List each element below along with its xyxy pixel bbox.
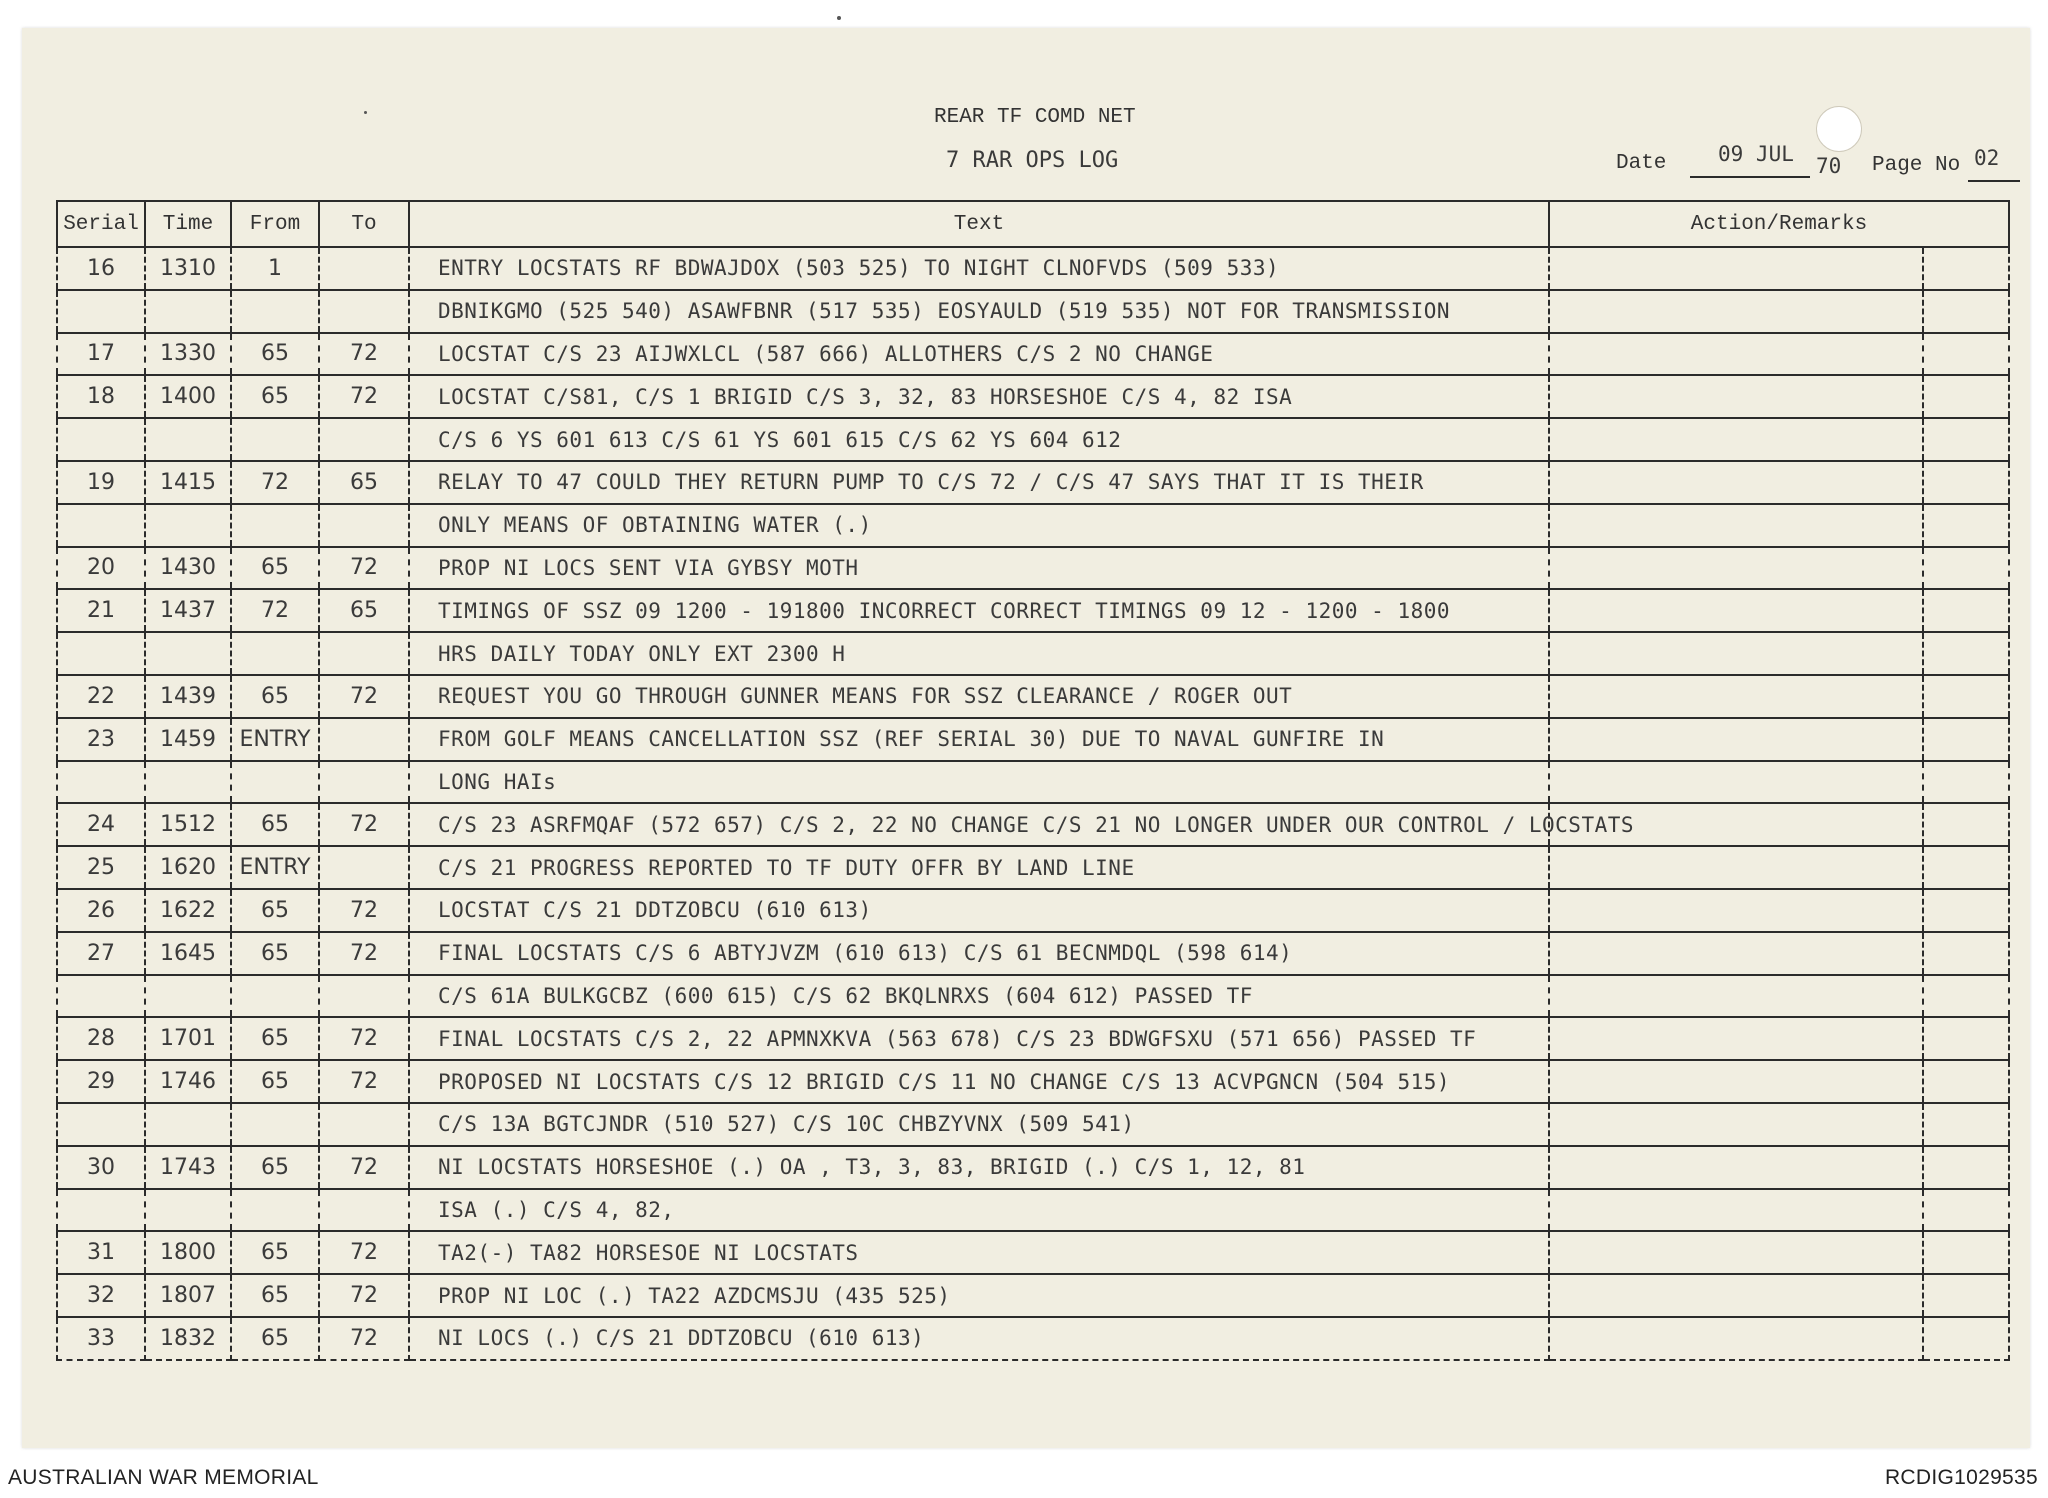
cell-text: LOCSTAT C/S 21 DDTZOBCU (610 613): [409, 889, 1549, 932]
cell-to: [319, 975, 409, 1018]
cell-from: 65: [231, 803, 319, 846]
cell-serial: 17: [57, 333, 145, 376]
cell-time: 1512: [145, 803, 231, 846]
cell-from: [231, 1189, 319, 1232]
cell-serial: 27: [57, 932, 145, 975]
cell-text: FROM GOLF MEANS CANCELLATION SSZ (REF SERIAL 30) DUE TO NAVAL GUNFIRE IN: [409, 718, 1549, 761]
cell-serial: 20: [57, 547, 145, 590]
table-row: [57, 1103, 2009, 1146]
cell-to: 72: [319, 889, 409, 932]
cell-action: [1549, 589, 1923, 632]
cell-to: 72: [319, 547, 409, 590]
cell-to: 72: [319, 675, 409, 718]
cell-serial: [57, 504, 145, 547]
cell-action: [1549, 1146, 1923, 1189]
cell-serial: 26: [57, 889, 145, 932]
cell-serial: 30: [57, 1146, 145, 1189]
cell-to: [319, 761, 409, 804]
cell-time: [145, 632, 231, 675]
cell-action: [1549, 418, 1923, 461]
cell-time: [145, 504, 231, 547]
cell-from: 72: [231, 461, 319, 504]
cell-action: [1549, 333, 1923, 376]
cell-to: 72: [319, 375, 409, 418]
cell-remarks: [1923, 547, 2009, 590]
year-value: 70: [1816, 154, 1842, 178]
cell-from: ENTRY: [231, 846, 319, 889]
cell-action: [1549, 1274, 1923, 1317]
paper-speck: [364, 111, 367, 114]
cell-remarks: [1923, 1189, 2009, 1232]
cell-remarks: [1923, 1231, 2009, 1274]
cell-to: [319, 247, 409, 290]
cell-from: 1: [231, 247, 319, 290]
cell-time: 1439: [145, 675, 231, 718]
cell-to: 72: [319, 1317, 409, 1360]
table-row: [57, 846, 2009, 889]
cell-from: [231, 290, 319, 333]
cell-time: 1743: [145, 1146, 231, 1189]
cell-remarks: [1923, 846, 2009, 889]
table-row: [57, 1060, 2009, 1103]
cell-from: 65: [231, 889, 319, 932]
cell-time: 1807: [145, 1274, 231, 1317]
cell-to: [319, 290, 409, 333]
cell-remarks: [1923, 803, 2009, 846]
cell-text: TA2(-) TA82 HORSESOE NI LOCSTATS: [409, 1231, 1549, 1274]
cell-serial: 23: [57, 718, 145, 761]
cell-time: 1622: [145, 889, 231, 932]
cell-from: 65: [231, 375, 319, 418]
cell-serial: [57, 632, 145, 675]
cell-time: 1645: [145, 932, 231, 975]
cell-action: [1549, 1103, 1923, 1146]
cell-from: [231, 761, 319, 804]
cell-to: 65: [319, 589, 409, 632]
cell-time: 1832: [145, 1317, 231, 1360]
table-row: [57, 1189, 2009, 1232]
cell-action: [1549, 504, 1923, 547]
footer-source: AUSTRALIAN WAR MEMORIAL: [8, 1466, 319, 1489]
table-row: [57, 675, 2009, 718]
cell-text: LONG HAIs: [409, 761, 1549, 804]
cell-time: [145, 1103, 231, 1146]
cell-serial: 22: [57, 675, 145, 718]
cell-remarks: [1923, 889, 2009, 932]
table-row: [57, 589, 2009, 632]
cell-from: [231, 975, 319, 1018]
cell-to: 72: [319, 1017, 409, 1060]
cell-to: [319, 718, 409, 761]
cell-action: [1549, 675, 1923, 718]
table-row: [57, 461, 2009, 504]
cell-time: 1800: [145, 1231, 231, 1274]
cell-text: FINAL LOCSTATS C/S 2, 22 APMNXKVA (563 678) C/S 23 BDWGFSXU (571 656) PASSED TF: [409, 1017, 1549, 1060]
cell-action: [1549, 632, 1923, 675]
cell-time: 1415: [145, 461, 231, 504]
cell-to: [319, 418, 409, 461]
cell-from: 65: [231, 1060, 319, 1103]
cell-action: [1549, 375, 1923, 418]
cell-text: C/S 61A BULKGCBZ (600 615) C/S 62 BKQLNRXS (604 612) PASSED TF: [409, 975, 1549, 1018]
table-row: [57, 504, 2009, 547]
cell-time: [145, 1189, 231, 1232]
cell-from: 65: [231, 333, 319, 376]
cell-remarks: [1923, 247, 2009, 290]
cell-text: C/S 21 PROGRESS REPORTED TO TF DUTY OFFR BY LAND LINE: [409, 846, 1549, 889]
table-row: [57, 1146, 2009, 1189]
table-row: [57, 803, 2009, 846]
cell-serial: 25: [57, 846, 145, 889]
table-row: [57, 761, 2009, 804]
table-row: [57, 1274, 2009, 1317]
cell-time: [145, 418, 231, 461]
cell-remarks: [1923, 1317, 2009, 1360]
cell-serial: 18: [57, 375, 145, 418]
ops-log-table: [56, 200, 2010, 1361]
cell-remarks: [1923, 761, 2009, 804]
col-action-remarks: Action/Remarks: [1549, 201, 2009, 247]
cell-action: [1549, 247, 1923, 290]
paper-speck: [837, 16, 841, 20]
cell-serial: 32: [57, 1274, 145, 1317]
cell-time: [145, 975, 231, 1018]
punch-hole: [1816, 106, 1862, 152]
cell-time: [145, 761, 231, 804]
cell-action: [1549, 889, 1923, 932]
cell-from: 65: [231, 547, 319, 590]
cell-remarks: [1923, 589, 2009, 632]
cell-serial: 31: [57, 1231, 145, 1274]
date-underline: [1690, 176, 1810, 178]
cell-to: [319, 846, 409, 889]
cell-from: 65: [231, 932, 319, 975]
cell-action: [1549, 718, 1923, 761]
table-row: [57, 1017, 2009, 1060]
cell-serial: [57, 418, 145, 461]
cell-action: [1549, 547, 1923, 590]
cell-action: [1549, 975, 1923, 1018]
cell-action: [1549, 290, 1923, 333]
cell-remarks: [1923, 1103, 2009, 1146]
cell-time: [145, 290, 231, 333]
cell-text: ONLY MEANS OF OBTAINING WATER (.): [409, 504, 1549, 547]
cell-from: ENTRY: [231, 718, 319, 761]
cell-to: [319, 1103, 409, 1146]
cell-from: 65: [231, 1017, 319, 1060]
cell-time: 1746: [145, 1060, 231, 1103]
cell-to: [319, 632, 409, 675]
cell-to: 72: [319, 1231, 409, 1274]
log-title: 7 RAR OPS LOG: [946, 148, 1119, 173]
cell-text: C/S 6 YS 601 613 C/S 61 YS 601 615 C/S 62 YS 604 612: [409, 418, 1549, 461]
cell-remarks: [1923, 1017, 2009, 1060]
cell-from: 65: [231, 1274, 319, 1317]
cell-action: [1549, 1189, 1923, 1232]
cell-serial: [57, 975, 145, 1018]
col-to: To: [319, 201, 409, 247]
cell-time: 1430: [145, 547, 231, 590]
date-value: 09 JUL: [1718, 142, 1794, 166]
cell-remarks: [1923, 375, 2009, 418]
table-row: [57, 1231, 2009, 1274]
cell-to: 72: [319, 803, 409, 846]
cell-from: [231, 1103, 319, 1146]
cell-text: PROPOSED NI LOCSTATS C/S 12 BRIGID C/S 11 NO CHANGE C/S 13 ACVPGNCN (504 515): [409, 1060, 1549, 1103]
cell-action: [1549, 932, 1923, 975]
col-serial: Serial: [57, 201, 145, 247]
cell-serial: 33: [57, 1317, 145, 1360]
cell-serial: [57, 761, 145, 804]
cell-from: 65: [231, 675, 319, 718]
cell-time: 1437: [145, 589, 231, 632]
table-row: [57, 718, 2009, 761]
cell-serial: [57, 1189, 145, 1232]
cell-text: DBNIKGMO (525 540) ASAWFBNR (517 535) EOSYAULD (519 535) NOT FOR TRANSMISSION: [409, 290, 1549, 333]
cell-time: 1400: [145, 375, 231, 418]
log-body: [57, 247, 2009, 1360]
cell-remarks: [1923, 333, 2009, 376]
cell-time: 1310: [145, 247, 231, 290]
cell-text: REQUEST YOU GO THROUGH GUNNER MEANS FOR SSZ CLEARANCE / ROGER OUT: [409, 675, 1549, 718]
cell-text: ISA (.) C/S 4, 82,: [409, 1189, 1549, 1232]
cell-remarks: [1923, 932, 2009, 975]
table-row: [57, 975, 2009, 1018]
cell-to: 72: [319, 1146, 409, 1189]
cell-remarks: [1923, 461, 2009, 504]
cell-remarks: [1923, 632, 2009, 675]
col-from: From: [231, 201, 319, 247]
cell-action: [1549, 1231, 1923, 1274]
cell-text: FINAL LOCSTATS C/S 6 ABTYJVZM (610 613) C/S 61 BECNMDQL (598 614): [409, 932, 1549, 975]
cell-text: RELAY TO 47 COULD THEY RETURN PUMP TO C/S 72 / C/S 47 SAYS THAT IT IS THEIR: [409, 461, 1549, 504]
col-time: Time: [145, 201, 231, 247]
cell-action: [1549, 1060, 1923, 1103]
cell-from: [231, 418, 319, 461]
cell-serial: 16: [57, 247, 145, 290]
cell-serial: 28: [57, 1017, 145, 1060]
cell-text: PROP NI LOC (.) TA22 AZDCMSJU (435 525): [409, 1274, 1549, 1317]
cell-from: 65: [231, 1317, 319, 1360]
table-row: [57, 547, 2009, 590]
cell-remarks: [1923, 718, 2009, 761]
cell-action: [1549, 1017, 1923, 1060]
date-label: Date: [1616, 152, 1667, 175]
cell-text: PROP NI LOCS SENT VIA GYBSY MOTH: [409, 547, 1549, 590]
table-row: [57, 375, 2009, 418]
cell-text: LOCSTAT C/S 23 AIJWXLCL (587 666) ALLOTHERS C/S 2 NO CHANGE: [409, 333, 1549, 376]
cell-remarks: [1923, 975, 2009, 1018]
cell-text: ENTRY LOCSTATS RF BDWAJDOX (503 525) TO NIGHT CLNOFVDS (509 533): [409, 247, 1549, 290]
table-row: [57, 889, 2009, 932]
cell-serial: 21: [57, 589, 145, 632]
cell-to: 72: [319, 1274, 409, 1317]
cell-to: 72: [319, 932, 409, 975]
cell-text: NI LOCSTATS HORSESHOE (.) OA , T3, 3, 83, BRIGID (.) C/S 1, 12, 81: [409, 1146, 1549, 1189]
cell-from: 65: [231, 1231, 319, 1274]
cell-time: 1701: [145, 1017, 231, 1060]
cell-text: TIMINGS OF SSZ 09 1200 - 191800 INCORRECT CORRECT TIMINGS 09 12 - 1200 - 1800: [409, 589, 1549, 632]
cell-remarks: [1923, 1060, 2009, 1103]
table-row: [57, 1317, 2009, 1360]
cell-serial: 24: [57, 803, 145, 846]
cell-text: LOCSTAT C/S81, C/S 1 BRIGID C/S 3, 32, 83 HORSESHOE C/S 4, 82 ISA: [409, 375, 1549, 418]
page-label: Page No: [1872, 154, 1961, 177]
cell-from: 65: [231, 1146, 319, 1189]
table-row: [57, 290, 2009, 333]
cell-remarks: [1923, 504, 2009, 547]
cell-from: [231, 504, 319, 547]
cell-time: 1459: [145, 718, 231, 761]
cell-remarks: [1923, 290, 2009, 333]
cell-action: [1549, 461, 1923, 504]
cell-remarks: [1923, 418, 2009, 461]
cell-text: C/S 23 ASRFMQAF (572 657) C/S 2, 22 NO CHANGE C/S 21 NO LONGER UNDER OUR CONTROL / LOCSTATS: [409, 803, 1549, 846]
cell-text: C/S 13A BGTCJNDR (510 527) C/S 10C CHBZYVNX (509 541): [409, 1103, 1549, 1146]
cell-to: [319, 504, 409, 547]
cell-to: [319, 1189, 409, 1232]
cell-action: [1549, 846, 1923, 889]
footer-id: RCDIG1029535: [1884, 1466, 2038, 1489]
cell-to: 72: [319, 333, 409, 376]
col-text: Text: [409, 201, 1549, 247]
cell-text: NI LOCS (.) C/S 21 DDTZOBCU (610 613): [409, 1317, 1549, 1360]
header-row: [57, 201, 2009, 247]
cell-action: [1549, 1317, 1923, 1360]
net-title: REAR TF COMD NET: [934, 106, 1136, 129]
cell-from: [231, 632, 319, 675]
cell-time: 1330: [145, 333, 231, 376]
cell-from: 72: [231, 589, 319, 632]
cell-to: 65: [319, 461, 409, 504]
cell-serial: 19: [57, 461, 145, 504]
cell-to: 72: [319, 1060, 409, 1103]
table-row: [57, 632, 2009, 675]
page-underline: [1968, 180, 2020, 182]
cell-serial: 29: [57, 1060, 145, 1103]
table-row: [57, 247, 2009, 290]
cell-text: HRS DAILY TODAY ONLY EXT 2300 H: [409, 632, 1549, 675]
cell-time: 1620: [145, 846, 231, 889]
cell-serial: [57, 290, 145, 333]
cell-serial: [57, 1103, 145, 1146]
table-row: [57, 932, 2009, 975]
page-value: 02: [1974, 146, 2000, 170]
cell-remarks: [1923, 675, 2009, 718]
cell-remarks: [1923, 1146, 2009, 1189]
cell-action: [1549, 761, 1923, 804]
table-row: [57, 333, 2009, 376]
cell-remarks: [1923, 1274, 2009, 1317]
table-row: [57, 418, 2009, 461]
